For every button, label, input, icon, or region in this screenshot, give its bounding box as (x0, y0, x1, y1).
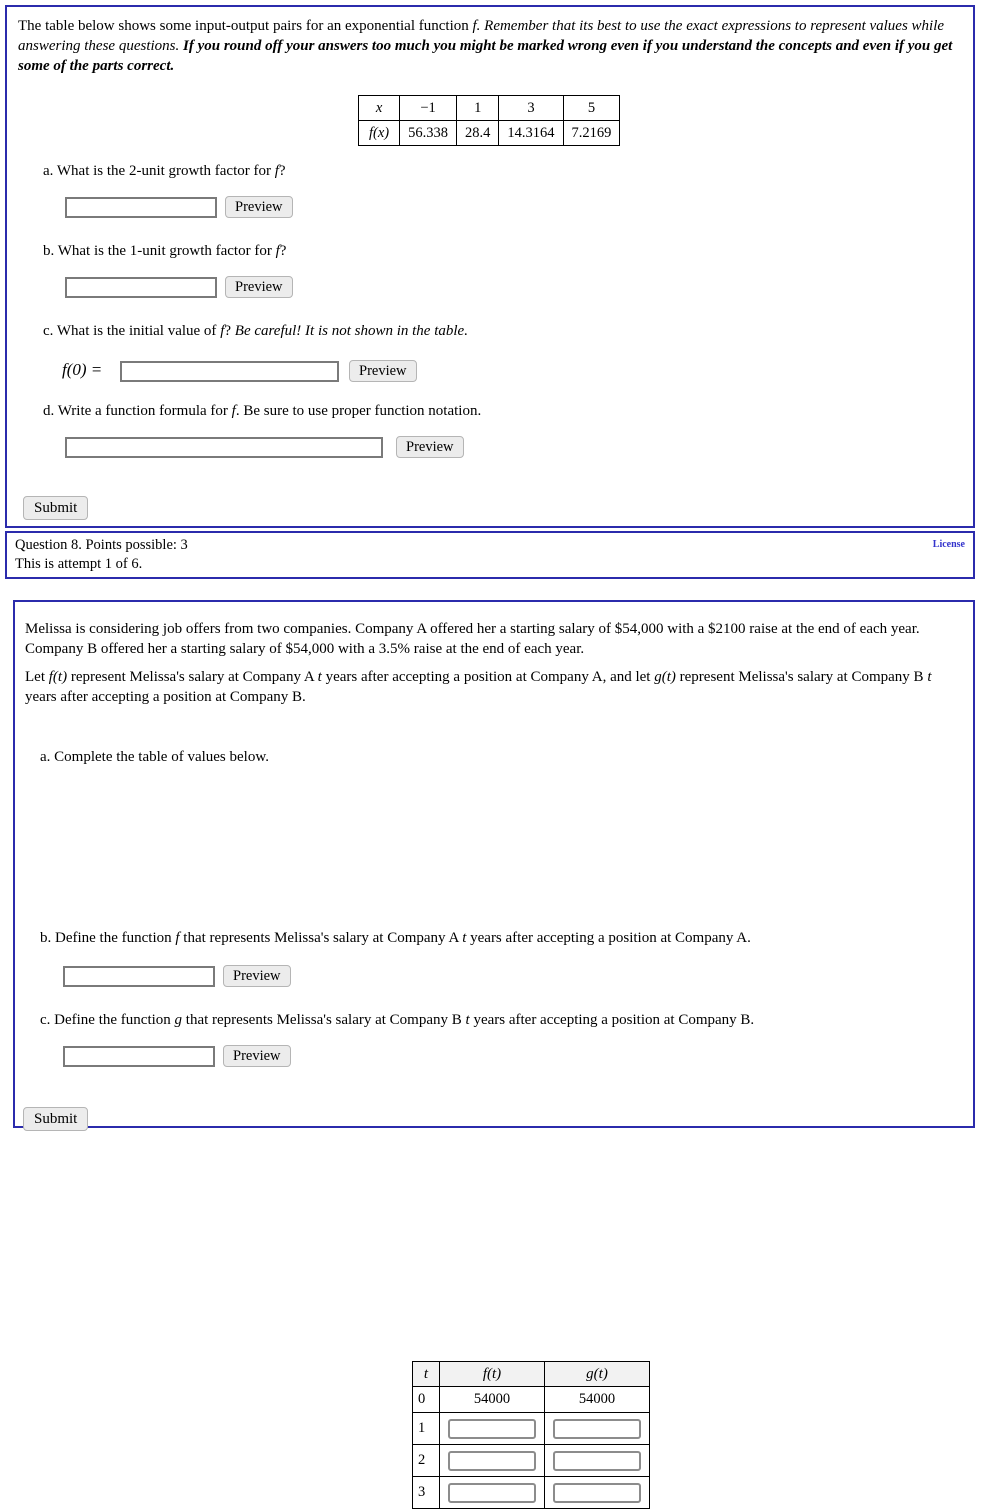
answer-input-q2-b[interactable] (63, 966, 215, 987)
part-b-text-after: ? (279, 243, 287, 259)
part-b-var-f: f (275, 243, 280, 259)
salary-table-header-row (413, 1362, 650, 1387)
q2-part-c-text-tail: years after accepting a position at Company B. (469, 1012, 755, 1028)
salary-table (412, 1361, 650, 1509)
question1-prompt (18, 17, 958, 76)
table-cell-fx-0: 56.338 (400, 121, 457, 146)
answer-input-b[interactable] (65, 277, 217, 298)
question-points-text: Question 8. Points possible: 3 (15, 537, 188, 553)
q2-part-b-text-before: b. Define the function (40, 930, 176, 946)
salary-input-f-1[interactable] (448, 1419, 536, 1439)
p2-text-e: years after accepting a position at Company B. (25, 688, 306, 705)
part-a-text-after: ? (278, 163, 286, 179)
p2-var-t2: t (927, 669, 932, 685)
question2-part-c-label (40, 1011, 754, 1031)
salary-row-2-t: 2 (413, 1445, 440, 1477)
part-d-text-before: d. Write a function formula for (43, 403, 232, 419)
prompt-var-f: f (472, 18, 477, 34)
table-row-fx (359, 121, 620, 146)
question1-part-b-label (43, 242, 286, 262)
part-c-input-prefix: f(0) = (62, 360, 103, 379)
question1-part-a-label (43, 162, 286, 182)
p2-text-d: represent Melissa's salary at Company B (675, 669, 928, 685)
salary-input-g-3[interactable] (553, 1483, 641, 1503)
table-cell-x-1: 1 (457, 96, 499, 121)
salary-row-3-g-cell (545, 1477, 650, 1509)
submit-button-question2[interactable]: Submit (23, 1107, 88, 1131)
table-cell-fx-2: 14.3164 (499, 121, 563, 146)
table-row (413, 1387, 650, 1413)
table-cell-x-0: −1 (400, 96, 457, 121)
p2-var-gt: g(t) (654, 669, 676, 685)
preview-button-d[interactable]: Preview (396, 436, 464, 458)
preview-button-c[interactable]: Preview (349, 360, 417, 382)
p2-text-a: Let (25, 669, 49, 685)
salary-input-g-2[interactable] (553, 1451, 641, 1471)
q2-part-b-var-t: t (462, 930, 467, 946)
table-cell-fx-1: 28.4 (457, 121, 499, 146)
table-cell-fx-3: 7.2169 (563, 121, 620, 146)
part-a-text-before: a. What is the 2-unit growth factor for (43, 163, 275, 179)
q2-part-b-text-tail: years after accepting a position at Company A. (466, 930, 751, 946)
salary-row-0-g: 54000 (545, 1387, 650, 1413)
question2-paragraph-2 (25, 668, 963, 708)
preview-button-q2-b[interactable]: Preview (223, 965, 291, 987)
preview-button-q2-c[interactable]: Preview (223, 1045, 291, 1067)
prompt-text-italic: . Remember that its best to use the exact expressions to represent values while answering these questions. (18, 18, 945, 54)
table-rowlabel-x: x (359, 96, 400, 121)
part-c-text-before: c. What is the initial value of (43, 323, 221, 339)
salary-row-2-g-cell (545, 1445, 650, 1477)
salary-input-f-2[interactable] (448, 1451, 536, 1471)
salary-row-1-t: 1 (413, 1413, 440, 1445)
salary-row-0-t: 0 (413, 1387, 440, 1413)
preview-button-b[interactable]: Preview (225, 276, 293, 298)
question2-part-b-label (40, 929, 751, 949)
question2-paragraph-1: Melissa is considering job offers from two companies. Company A offered her a starting salary of $54,000 with a $2100 raise at the end of each year. Company B offered her a starting salary of $54,000 with a 3.5% raise at the end of each year. (25, 621, 920, 657)
answer-input-d[interactable] (65, 437, 383, 458)
salary-row-3-f-cell (440, 1477, 545, 1509)
salary-table-header-ft: f(t) (440, 1362, 545, 1387)
p2-text-b: represent Melissa's salary at Company A (67, 669, 318, 685)
answer-input-q2-c[interactable] (63, 1046, 215, 1067)
salary-row-3-t: 3 (413, 1477, 440, 1509)
part-c-text-italic: Be careful! It is not shown in the table. (234, 323, 468, 339)
q2-part-c-text-before: c. Define the function (40, 1012, 175, 1028)
q2-part-b-var-f: f (175, 930, 180, 946)
q2-part-c-text-after: that represents Melissa's salary at Company B (182, 1012, 466, 1028)
p2-text-c: years after accepting a position at Company A, and let (321, 669, 655, 685)
question1-part-c-label (43, 322, 468, 342)
prompt-text-plain: The table below shows some input-output pairs for an exponential function (18, 18, 473, 34)
q2-part-c-var-g: g (174, 1012, 183, 1028)
part-c-text-mid: ? (224, 323, 235, 339)
answer-input-a[interactable] (65, 197, 217, 218)
p2-var-t1: t (317, 669, 322, 685)
question2-part-a-label: a. Complete the table of values below. (40, 749, 269, 765)
salary-table-header-gt: g(t) (545, 1362, 650, 1387)
part-d-var-f: f (231, 403, 236, 419)
table-row-x (359, 96, 620, 121)
table-row (413, 1413, 650, 1445)
prompt-text-bold-italic: If you round off your answers too much you might be marked wrong even if you understand the concepts and even if you get some of the parts correct. (18, 37, 953, 74)
part-b-text-before: b. What is the 1-unit growth factor for (43, 243, 276, 259)
submit-button-question1[interactable]: Submit (23, 496, 88, 520)
table-cell-x-2: 3 (499, 96, 563, 121)
question-info-bar (5, 531, 975, 579)
question-attempt-text: This is attempt 1 of 6. (15, 556, 143, 572)
part-a-var-f: f (274, 163, 279, 179)
q2-part-b-text-after: that represents Melissa's salary at Company A (179, 930, 463, 946)
table-row (413, 1477, 650, 1509)
p2-var-ft: f(t) (48, 669, 68, 685)
input-output-table (358, 95, 620, 146)
preview-button-a[interactable]: Preview (225, 196, 293, 218)
part-c-var-f: f (220, 323, 225, 339)
salary-row-1-g-cell (545, 1413, 650, 1445)
table-row (413, 1445, 650, 1477)
salary-input-g-1[interactable] (553, 1419, 641, 1439)
table-cell-x-3: 5 (563, 96, 620, 121)
part-d-text-after: . Be sure to use proper function notation. (235, 403, 482, 419)
salary-row-2-f-cell (440, 1445, 545, 1477)
license-link[interactable]: License (932, 539, 965, 550)
salary-row-1-f-cell (440, 1413, 545, 1445)
question-panel-2 (13, 600, 975, 1500)
q2-part-c-var-t: t (465, 1012, 470, 1028)
salary-table-header-t: t (413, 1362, 440, 1387)
salary-input-f-3[interactable] (448, 1483, 536, 1503)
answer-input-c[interactable] (120, 361, 339, 382)
question1-part-d-label (43, 402, 481, 422)
question-panel-1 (5, 5, 975, 528)
table-rowlabel-fx: f(x) (359, 121, 400, 146)
salary-row-0-f: 54000 (440, 1387, 545, 1413)
